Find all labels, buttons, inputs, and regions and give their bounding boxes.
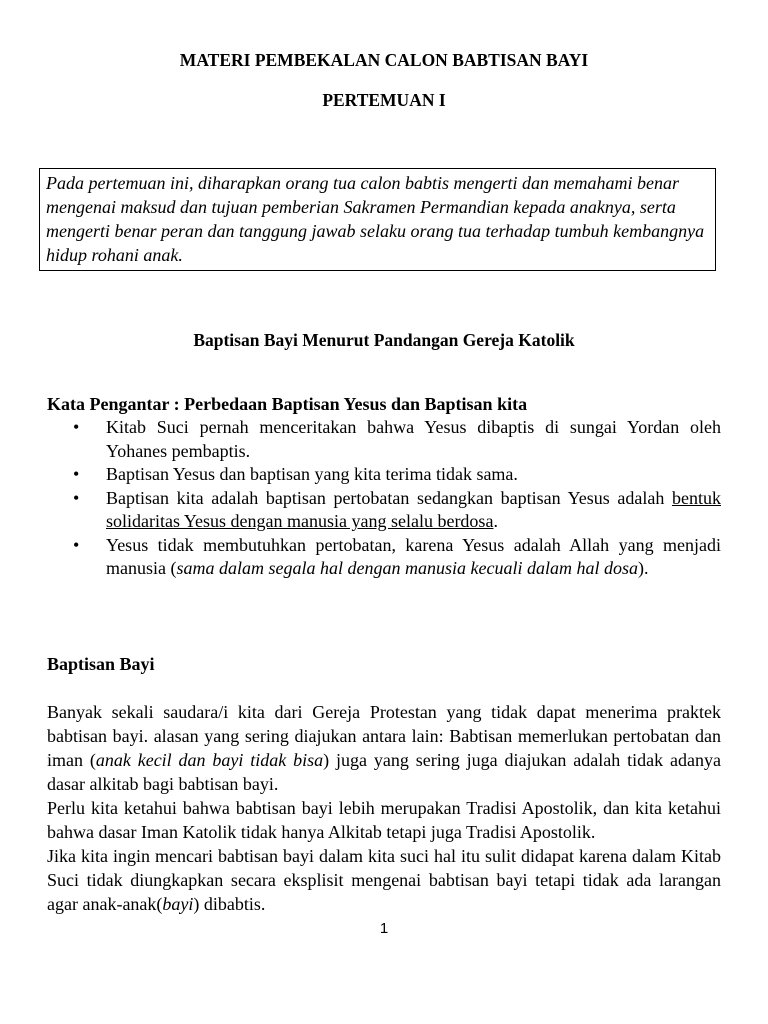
paragraph-1 bbox=[47, 700, 721, 796]
baptisan-bayi-heading: Baptisan Bayi bbox=[47, 654, 155, 674]
list-item-text-end: . bbox=[493, 511, 498, 531]
meeting-subtitle: PERTEMUAN I bbox=[322, 90, 446, 110]
list-item-text: Baptisan Yesus dan baptisan yang kita terima tidak sama. bbox=[106, 464, 518, 484]
page-number: 1 bbox=[379, 920, 389, 937]
bullet-icon: • bbox=[73, 417, 80, 437]
underlined-text: bentuk solidaritas Yesus dengan manusia yang selalu berdosa bbox=[106, 487, 721, 531]
paragraph-text-end: ) dibabtis. bbox=[193, 894, 266, 914]
italic-text: sama dalam segala hal dengan manusia kecuali dalam hal dosa bbox=[176, 558, 638, 578]
section-title: Baptisan Bayi Menurut Pandangan Gereja Katolik bbox=[193, 330, 575, 350]
paragraph-text: Jika kita ingin mencari babtisan bayi dalam kita suci hal itu sulit didapat karena dalam Kitab Suci tidak diungkapkan secara eksplisit mengenai babtisan bayi tetapi tidak ada larangan agar anak-anak( bbox=[47, 846, 721, 914]
list-item-text: Kitab Suci pernah menceritakan bahwa Yesus dibaptis di sungai Yordan oleh Yohanes pembaptis. bbox=[106, 417, 721, 461]
kata-pengantar-list bbox=[47, 416, 721, 581]
bullet-icon: • bbox=[73, 487, 80, 508]
kata-pengantar-heading: Kata Pengantar : Perbedaan Baptisan Yesus dan Baptisan kita bbox=[47, 394, 528, 414]
bullet-icon: • bbox=[73, 464, 80, 484]
document-title: MATERI PEMBEKALAN CALON BABTISAN BAYI bbox=[179, 50, 589, 70]
intro-text: Pada pertemuan ini, diharapkan orang tua calon babtis mengerti dan memahami benar mengenai maksud dan tujuan pemberian Sakramen Permandian kepada anaknya, serta mengerti benar peran dan tanggung jawab selaku orang tua terhadap tumbuh kembangnya hidup rohani anak. bbox=[46, 173, 705, 265]
list-item bbox=[47, 463, 721, 487]
list-item bbox=[47, 487, 721, 534]
paragraph-2: Perlu kita ketahui bahwa babtisan bayi lebih merupakan Tradisi Apostolik, dan kita ketahui bahwa dasar Iman Katolik tidak hanya Alkitab tetapi juga Tradisi Apostolik. bbox=[47, 798, 721, 842]
baptisan-bayi-body bbox=[47, 700, 721, 916]
paragraph-text: Banyak sekali saudara/i kita dari Gereja Protestan yang tidak dapat menerima praktek babtisan bayi. alasan yang sering diajukan antara lain: Babtisan memerlukan pertobatan dan iman ( bbox=[47, 702, 721, 770]
list-item-text: Yesus tidak membutuhkan pertobatan, karena Yesus adalah Allah yang menjadi manusia ( bbox=[106, 534, 721, 578]
intro-box bbox=[39, 168, 716, 271]
list-item bbox=[47, 534, 721, 581]
italic-text: bayi bbox=[162, 894, 194, 914]
italic-text: anak kecil dan bayi tidak bisa bbox=[95, 750, 324, 770]
list-item bbox=[47, 416, 721, 463]
paragraph-text-end: ) juga yang sering juga diajukan adalah tidak adanya dasar alkitab bagi babtisan bayi. bbox=[47, 750, 721, 794]
list-item-text: Baptisan kita adalah baptisan pertobatan sedangkan baptisan Yesus adalah bbox=[106, 487, 672, 508]
bullet-icon: • bbox=[73, 534, 80, 555]
list-item-text-end: ). bbox=[637, 558, 649, 578]
paragraph-3 bbox=[47, 844, 721, 916]
